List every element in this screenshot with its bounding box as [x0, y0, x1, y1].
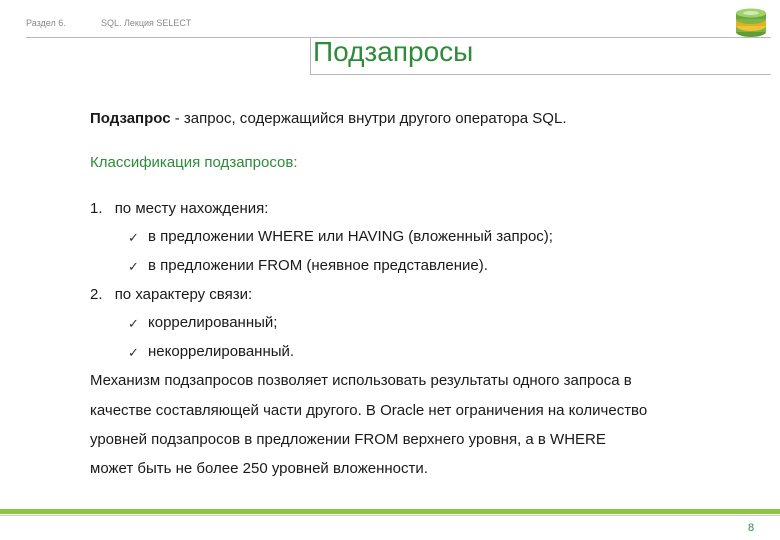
definition-text: - запрос, содержащийся внутри другого оператора SQL.: [170, 110, 567, 127]
title-underline: [310, 74, 771, 75]
group-1-number: 1.: [90, 200, 103, 217]
group-1-label: по месту нахождения:: [114, 200, 269, 217]
section-label: Раздел 6.: [26, 18, 66, 28]
definition-term: Подзапрос: [90, 110, 171, 127]
checkmark-icon: ✓: [128, 230, 139, 245]
paragraph-line-2: качестве составляющей части другого. В Oracle нет ограничения на количество: [90, 402, 648, 419]
title-divider: [310, 37, 311, 75]
group-1-item-1: в предложении WHERE или HAVING (вложенный запрос);: [148, 228, 553, 245]
group-1-item-2: в предложении FROM (неявное представление).: [148, 257, 488, 274]
checkmark-icon: ✓: [128, 316, 139, 331]
footer-bar: [0, 509, 780, 514]
database-stack-icon: [734, 8, 768, 38]
paragraph-line-1: Механизм подзапросов позволяет использовать результаты одного запроса в: [90, 372, 632, 389]
slide-title: Подзапросы: [313, 36, 474, 67]
checkmark-icon: ✓: [128, 345, 139, 360]
course-label: SQL. Лекция SELECT: [101, 18, 192, 28]
group-2-item-1: коррелированный;: [148, 314, 278, 331]
checkmark-icon: ✓: [128, 259, 139, 274]
group-1: [90, 200, 268, 218]
group-2-item-2: некоррелированный.: [148, 343, 295, 360]
definition: [90, 110, 566, 128]
paragraph-line-4: может быть не более 250 уровней вложенности.: [90, 460, 428, 477]
group-2-label: по характеру связи:: [114, 286, 253, 303]
classification-heading: Классификация подзапросов:: [90, 154, 298, 171]
footer-rule: [0, 515, 780, 516]
group-2-number: 2.: [90, 286, 103, 303]
group-2: [90, 286, 252, 304]
paragraph-line-3: уровней подзапросов в предложении FROM верхнего уровня, а в WHERE: [90, 431, 606, 448]
page-number: 8: [748, 522, 755, 534]
